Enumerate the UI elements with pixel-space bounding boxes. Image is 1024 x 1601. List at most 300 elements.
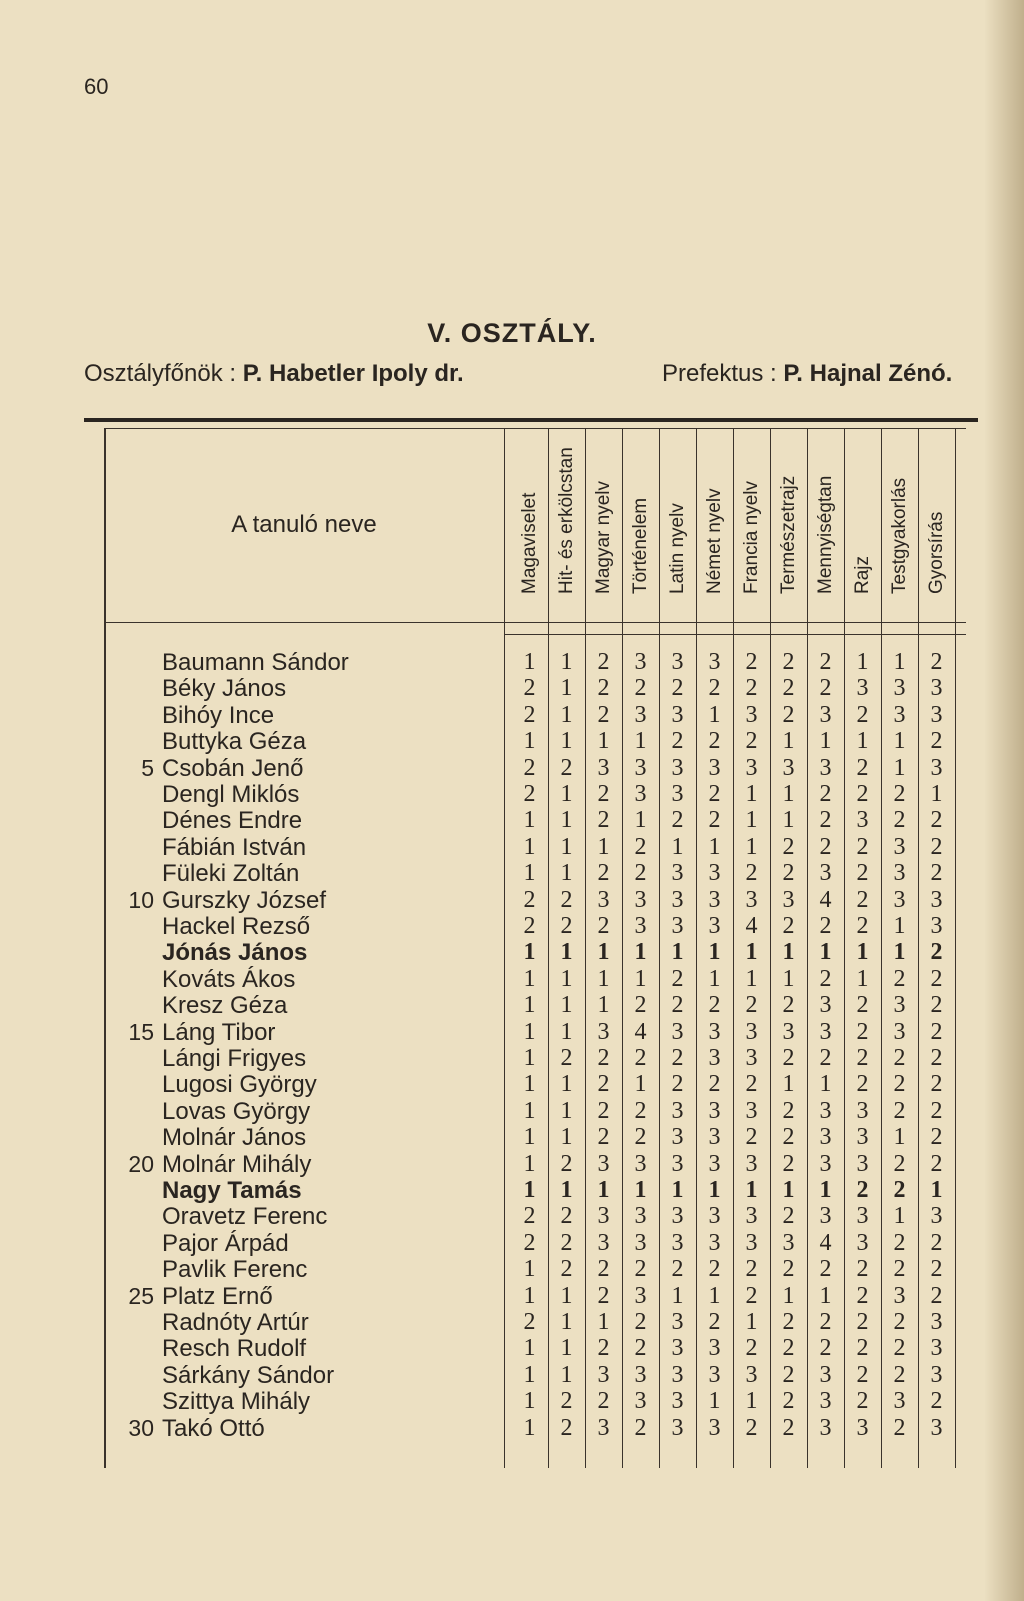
grade-cell: 3 xyxy=(708,1335,721,1362)
grade-cell: 2 xyxy=(856,1282,869,1309)
grade-cell: 1 xyxy=(597,1177,610,1203)
subject-header xyxy=(918,428,955,622)
subject-header xyxy=(548,428,585,622)
grade-cell: 2 xyxy=(634,1045,647,1071)
grade-cell: 1 xyxy=(523,992,536,1019)
grade-cell: 1 xyxy=(523,1018,536,1045)
grade-cell: 2 xyxy=(930,1150,943,1177)
grade-cell: 3 xyxy=(671,1150,684,1177)
grade-cell: 1 xyxy=(708,965,721,992)
grade-cell: 3 xyxy=(671,1124,684,1151)
grade-cell: 3 xyxy=(634,1150,647,1177)
grade-cell: 2 xyxy=(856,1177,869,1203)
grade-cell: 2 xyxy=(819,1335,832,1362)
table-row xyxy=(104,1388,966,1415)
grade-cell: 3 xyxy=(856,675,869,702)
grade-cell: 2 xyxy=(782,675,795,702)
grade-cell: 3 xyxy=(930,1203,943,1230)
grade-cell: 3 xyxy=(819,860,832,887)
header-rule xyxy=(84,418,978,422)
grade-cell: 2 xyxy=(708,728,721,755)
grade-cell: 2 xyxy=(930,833,943,860)
row-number: 15 xyxy=(128,1018,154,1045)
grade-cell: 1 xyxy=(597,939,610,966)
grade-cell: 3 xyxy=(597,886,610,913)
grade-cell: 1 xyxy=(560,1018,573,1045)
table-row xyxy=(104,1098,966,1125)
grade-cell: 2 xyxy=(930,1045,943,1071)
grade-cell: 2 xyxy=(560,1229,573,1256)
grade-cell: 1 xyxy=(634,1071,647,1098)
grade-cell: 1 xyxy=(560,675,573,702)
grade-cell: 3 xyxy=(671,1388,684,1415)
grade-cell: 3 xyxy=(930,701,943,728)
grade-cell: 2 xyxy=(782,1414,795,1441)
subject-header-label: Természetrajz xyxy=(777,475,799,594)
grade-cell: 3 xyxy=(745,1361,758,1388)
subject-header xyxy=(659,428,696,622)
grade-cell: 2 xyxy=(634,992,647,1019)
grade-cell: 3 xyxy=(708,1361,721,1388)
grade-cell: 2 xyxy=(856,1388,869,1415)
grade-cell: 2 xyxy=(745,675,758,702)
student-name: Kresz Géza xyxy=(162,992,288,1020)
grade-cell: 3 xyxy=(745,1018,758,1045)
grade-cell: 2 xyxy=(819,1256,832,1283)
grade-cell: 3 xyxy=(708,1203,721,1230)
student-name: Füleki Zoltán xyxy=(162,860,300,888)
subject-header xyxy=(511,428,548,622)
grade-cell: 2 xyxy=(523,886,536,913)
grade-cell: 1 xyxy=(560,1071,573,1098)
grade-cell: 1 xyxy=(893,913,906,939)
grade-cell: 2 xyxy=(523,701,536,728)
grade-cell: 1 xyxy=(745,965,758,992)
grade-cell: 2 xyxy=(745,1124,758,1151)
grade-cell: 3 xyxy=(634,1361,647,1388)
grade-cell: 4 xyxy=(745,913,758,939)
grade-cell: 3 xyxy=(930,675,943,702)
grade-cell: 2 xyxy=(856,913,869,939)
row-number: 30 xyxy=(128,1414,154,1441)
subject-header xyxy=(585,428,622,622)
grade-cell: 3 xyxy=(893,675,906,702)
grade-cell: 2 xyxy=(560,1414,573,1441)
grade-cell: 3 xyxy=(708,886,721,913)
grade-cell: 2 xyxy=(930,1256,943,1283)
grade-cell: 1 xyxy=(523,1177,536,1203)
grade-cell: 2 xyxy=(930,1229,943,1256)
grade-cell: 2 xyxy=(893,807,906,834)
page-number: 60 xyxy=(84,74,109,99)
grade-cell: 1 xyxy=(523,965,536,992)
grade-cell: 2 xyxy=(745,1071,758,1098)
table-row xyxy=(104,1045,966,1072)
subject-header-label: Testgyakorlás xyxy=(888,477,910,594)
grade-cell: 1 xyxy=(671,939,684,966)
grade-cell: 1 xyxy=(708,1282,721,1309)
grade-cell: 3 xyxy=(708,913,721,939)
grade-cell: 3 xyxy=(671,913,684,939)
grade-cell: 4 xyxy=(634,1018,647,1045)
class-title: V. OSZTÁLY. xyxy=(427,318,597,348)
grade-cell: 1 xyxy=(560,965,573,992)
grade-cell: 1 xyxy=(893,1203,906,1230)
grade-cell: 3 xyxy=(708,1097,721,1124)
grade-cell: 1 xyxy=(523,939,536,966)
form-master-label: Osztályfőnök : xyxy=(84,360,237,387)
grade-cell: 3 xyxy=(930,1335,943,1362)
grade-cell: 1 xyxy=(745,1177,758,1203)
grade-cell: 2 xyxy=(597,781,610,807)
grade-cell: 3 xyxy=(745,1229,758,1256)
grade-cell: 2 xyxy=(523,754,536,781)
grade-cell: 1 xyxy=(560,728,573,755)
grade-cell: 3 xyxy=(745,1203,758,1230)
subject-header xyxy=(696,428,733,622)
grade-cell: 3 xyxy=(930,754,943,781)
grade-cell: 3 xyxy=(634,1229,647,1256)
grade-cell: 2 xyxy=(782,1203,795,1230)
grade-cell: 2 xyxy=(930,939,943,966)
grade-cell: 1 xyxy=(819,939,832,966)
student-name: Láng Tibor xyxy=(162,1018,276,1046)
grade-cell: 2 xyxy=(893,1097,906,1124)
table-row xyxy=(104,1151,966,1178)
grade-cell: 1 xyxy=(708,1388,721,1415)
grade-cell: 2 xyxy=(930,649,943,675)
grade-cell: 2 xyxy=(782,1150,795,1177)
grade-cell: 2 xyxy=(782,833,795,860)
grade-cell: 3 xyxy=(819,1388,832,1415)
grade-cell: 2 xyxy=(597,1097,610,1124)
grade-cell: 2 xyxy=(671,807,684,834)
grade-cell: 1 xyxy=(893,754,906,781)
grade-cell: 2 xyxy=(597,807,610,834)
grade-cell: 3 xyxy=(708,1150,721,1177)
grade-cell: 3 xyxy=(819,754,832,781)
grade-cell: 1 xyxy=(560,992,573,1019)
grade-cell: 2 xyxy=(930,1071,943,1098)
grade-cell: 3 xyxy=(671,860,684,887)
grade-cell: 2 xyxy=(782,701,795,728)
grade-cell: 3 xyxy=(634,1282,647,1309)
grade-cell: 1 xyxy=(560,649,573,675)
grade-cell: 2 xyxy=(856,992,869,1019)
grade-cell: 2 xyxy=(819,1045,832,1071)
grade-cell: 3 xyxy=(597,1018,610,1045)
grade-cell: 2 xyxy=(856,1256,869,1283)
student-name: Gurszky József xyxy=(162,886,327,914)
prefect xyxy=(662,360,952,388)
grade-cell: 2 xyxy=(634,1124,647,1151)
grade-cell: 2 xyxy=(856,833,869,860)
grade-cell: 1 xyxy=(560,1282,573,1309)
grade-cell: 3 xyxy=(671,886,684,913)
grade-cell: 2 xyxy=(708,992,721,1019)
grade-cell: 1 xyxy=(560,939,573,966)
grade-cell: 1 xyxy=(523,1071,536,1098)
grade-cell: 2 xyxy=(671,1045,684,1071)
grade-cell: 2 xyxy=(560,886,573,913)
grade-cell: 1 xyxy=(893,728,906,755)
grade-cell: 2 xyxy=(893,1256,906,1283)
grade-cell: 3 xyxy=(782,754,795,781)
grade-cell: 2 xyxy=(856,701,869,728)
table-row xyxy=(104,675,966,702)
prefect-name: P. Hajnal Zénó. xyxy=(783,360,953,387)
grade-cell: 4 xyxy=(819,1229,832,1256)
grade-cell: 2 xyxy=(634,1414,647,1441)
subject-header-label: Történelem xyxy=(629,497,651,594)
grade-cell: 3 xyxy=(782,1018,795,1045)
table-row xyxy=(104,1415,966,1442)
grade-cell: 2 xyxy=(745,728,758,755)
table-row xyxy=(104,1256,966,1283)
student-name: Pavlik Ferenc xyxy=(162,1256,308,1284)
student-name: Kováts Ákos xyxy=(162,965,296,993)
grade-cell: 2 xyxy=(782,1388,795,1415)
table-row xyxy=(104,1283,966,1310)
grade-cell: 2 xyxy=(856,781,869,807)
row-number: 20 xyxy=(128,1150,154,1177)
grade-cell: 3 xyxy=(634,1388,647,1415)
grade-cell: 3 xyxy=(819,1414,832,1441)
student-name: Lovas György xyxy=(162,1097,311,1125)
grade-cell: 1 xyxy=(560,1335,573,1362)
grade-cell: 1 xyxy=(782,965,795,992)
grade-cell: 1 xyxy=(634,728,647,755)
grade-cell: 3 xyxy=(745,1045,758,1071)
grade-cell: 2 xyxy=(745,1335,758,1362)
grade-cell: 2 xyxy=(782,913,795,939)
grade-cell: 1 xyxy=(893,1124,906,1151)
grade-cell: 1 xyxy=(560,701,573,728)
grade-cell: 2 xyxy=(893,1335,906,1362)
grade-cell: 1 xyxy=(560,833,573,860)
grade-cell: 2 xyxy=(560,1045,573,1071)
subject-header-label: Mennyiségtan xyxy=(814,475,836,594)
grade-cell: 1 xyxy=(745,807,758,834)
grade-cell: 1 xyxy=(523,1414,536,1441)
grade-cell: 2 xyxy=(745,1256,758,1283)
grade-cell: 1 xyxy=(782,1071,795,1098)
grade-cell: 2 xyxy=(597,675,610,702)
grade-cell: 1 xyxy=(523,1045,536,1071)
student-name: Fábián István xyxy=(162,833,307,861)
row-number: 25 xyxy=(128,1282,154,1309)
grade-cell: 3 xyxy=(893,992,906,1019)
student-name: Dengl Miklós xyxy=(162,781,300,808)
table-row xyxy=(104,1071,966,1098)
student-name: Baumann Sándor xyxy=(162,649,349,676)
grade-cell: 1 xyxy=(893,939,906,966)
grade-cell: 2 xyxy=(782,1361,795,1388)
subject-header-label: Gyorsírás xyxy=(925,511,947,594)
student-name: Resch Rudolf xyxy=(162,1335,307,1363)
grade-cell: 2 xyxy=(930,807,943,834)
student-name: Szittya Mihály xyxy=(162,1388,311,1416)
grade-cell: 2 xyxy=(819,913,832,939)
student-name: Bihóy Ince xyxy=(162,701,275,729)
table-row xyxy=(104,834,966,861)
grade-cell: 3 xyxy=(708,1414,721,1441)
grade-cell: 1 xyxy=(634,939,647,966)
student-name: Sárkány Sándor xyxy=(162,1361,335,1389)
grade-cell: 1 xyxy=(819,1282,832,1309)
grade-cell: 2 xyxy=(893,965,906,992)
grade-cell: 3 xyxy=(819,1150,832,1177)
grade-cell: 2 xyxy=(782,649,795,675)
grade-cell: 3 xyxy=(597,1361,610,1388)
grade-cell: 3 xyxy=(708,1045,721,1071)
grade-cell: 3 xyxy=(819,992,832,1019)
grade-cell: 3 xyxy=(856,807,869,834)
grade-cell: 3 xyxy=(782,1229,795,1256)
student-name: Buttyka Géza xyxy=(162,728,307,756)
grade-cell: 1 xyxy=(560,1361,573,1388)
grade-cell: 2 xyxy=(708,1309,721,1335)
grade-cell: 3 xyxy=(745,886,758,913)
grade-cell: 1 xyxy=(782,939,795,966)
grade-cell: 3 xyxy=(597,1203,610,1230)
name-column-header: A tanuló neve xyxy=(231,511,377,538)
grade-cell: 1 xyxy=(523,1150,536,1177)
grade-cell: 1 xyxy=(856,649,869,675)
grade-cell: 2 xyxy=(856,754,869,781)
page-edge-shadow xyxy=(984,0,1024,1601)
grade-cell: 2 xyxy=(856,1335,869,1362)
table-row xyxy=(104,992,966,1019)
grade-cell: 2 xyxy=(745,1414,758,1441)
grade-cell: 2 xyxy=(893,1150,906,1177)
grade-cell: 2 xyxy=(523,913,536,939)
student-name: Lángi Frigyes xyxy=(162,1045,307,1072)
grade-cell: 2 xyxy=(634,860,647,887)
grade-cell: 3 xyxy=(856,1229,869,1256)
grade-cell: 3 xyxy=(634,1203,647,1230)
student-name: Molnár János xyxy=(162,1124,307,1152)
grade-cell: 3 xyxy=(819,1361,832,1388)
grade-cell: 3 xyxy=(819,1203,832,1230)
student-name: Radnóty Artúr xyxy=(162,1309,309,1336)
grade-cell: 1 xyxy=(745,781,758,807)
grade-cell: 1 xyxy=(745,833,758,860)
grade-cell: 3 xyxy=(893,1282,906,1309)
subject-header-label: Latin nyelv xyxy=(666,503,688,594)
grade-cell: 3 xyxy=(671,1097,684,1124)
subject-header-label: Magyar nyelv xyxy=(592,481,614,594)
grade-cell: 1 xyxy=(560,1097,573,1124)
grade-cell: 1 xyxy=(560,1177,573,1203)
grade-cell: 3 xyxy=(634,886,647,913)
grade-cell: 2 xyxy=(597,860,610,887)
grade-cell: 1 xyxy=(856,965,869,992)
grade-cell: 2 xyxy=(597,913,610,939)
grade-cell: 3 xyxy=(782,886,795,913)
table-row xyxy=(104,1309,966,1336)
table-row xyxy=(104,887,966,914)
grade-cell: 2 xyxy=(560,1388,573,1415)
grade-cell: 2 xyxy=(893,1177,906,1203)
student-name: Nagy Tamás xyxy=(162,1177,302,1204)
subject-header xyxy=(733,428,770,622)
grade-cell: 2 xyxy=(782,1124,795,1151)
grade-cell: 3 xyxy=(671,1361,684,1388)
grade-cell: 2 xyxy=(745,649,758,675)
grade-cell: 3 xyxy=(819,1097,832,1124)
grade-cell: 3 xyxy=(597,1229,610,1256)
grade-cell: 1 xyxy=(523,1361,536,1388)
table-row xyxy=(104,781,966,808)
row-number: 5 xyxy=(141,754,154,781)
grade-cell: 3 xyxy=(597,1414,610,1441)
grade-cell: 1 xyxy=(930,781,943,807)
grade-cell: 2 xyxy=(782,1309,795,1335)
grade-cell: 1 xyxy=(671,833,684,860)
grade-cell: 1 xyxy=(930,1177,943,1203)
grade-cell: 3 xyxy=(708,1124,721,1151)
grade-cell: 1 xyxy=(523,860,536,887)
grade-cell: 3 xyxy=(745,1097,758,1124)
subject-header-label: Rajz xyxy=(851,555,873,594)
grade-cell: 1 xyxy=(523,1388,536,1415)
grade-cell: 2 xyxy=(782,1256,795,1283)
grade-cell: 2 xyxy=(930,965,943,992)
grade-cell: 1 xyxy=(597,1309,610,1335)
table-row xyxy=(104,966,966,993)
table-row xyxy=(104,1203,966,1230)
grade-cell: 1 xyxy=(523,649,536,675)
grade-cell: 1 xyxy=(523,1335,536,1362)
grade-cell: 3 xyxy=(671,701,684,728)
student-name: Takó Ottó xyxy=(162,1414,265,1442)
grade-cell: 2 xyxy=(893,1045,906,1071)
grade-cell: 1 xyxy=(819,1071,832,1098)
grade-cell: 3 xyxy=(708,649,721,675)
grade-cell: 1 xyxy=(782,1177,795,1203)
grade-cell: 3 xyxy=(856,1203,869,1230)
grade-cell: 2 xyxy=(597,649,610,675)
grade-cell: 2 xyxy=(930,860,943,887)
table-row xyxy=(104,1335,966,1362)
grade-cell: 1 xyxy=(893,649,906,675)
grade-cell: 1 xyxy=(560,1124,573,1151)
grade-cell: 1 xyxy=(782,728,795,755)
grade-cell: 3 xyxy=(597,754,610,781)
grade-cell: 1 xyxy=(523,1097,536,1124)
grade-cell: 2 xyxy=(856,1309,869,1335)
grade-cell: 1 xyxy=(523,1124,536,1151)
grade-cell: 2 xyxy=(708,675,721,702)
grade-cell: 2 xyxy=(560,1150,573,1177)
subject-header xyxy=(807,428,844,622)
grade-cell: 3 xyxy=(930,1361,943,1388)
grade-cell: 1 xyxy=(597,728,610,755)
grade-cell: 2 xyxy=(930,1018,943,1045)
subject-header-label: Német nyelv xyxy=(703,488,725,594)
grade-cell: 2 xyxy=(708,781,721,807)
grade-cell: 2 xyxy=(819,1309,832,1335)
student-name: Lugosi György xyxy=(162,1071,317,1099)
grade-cell: 3 xyxy=(930,913,943,939)
grade-cell: 1 xyxy=(634,1177,647,1203)
grade-cell: 2 xyxy=(634,1335,647,1362)
grade-cell: 3 xyxy=(745,701,758,728)
grade-cell: 2 xyxy=(560,1256,573,1283)
subject-header xyxy=(622,428,659,622)
grade-cell: 2 xyxy=(819,965,832,992)
